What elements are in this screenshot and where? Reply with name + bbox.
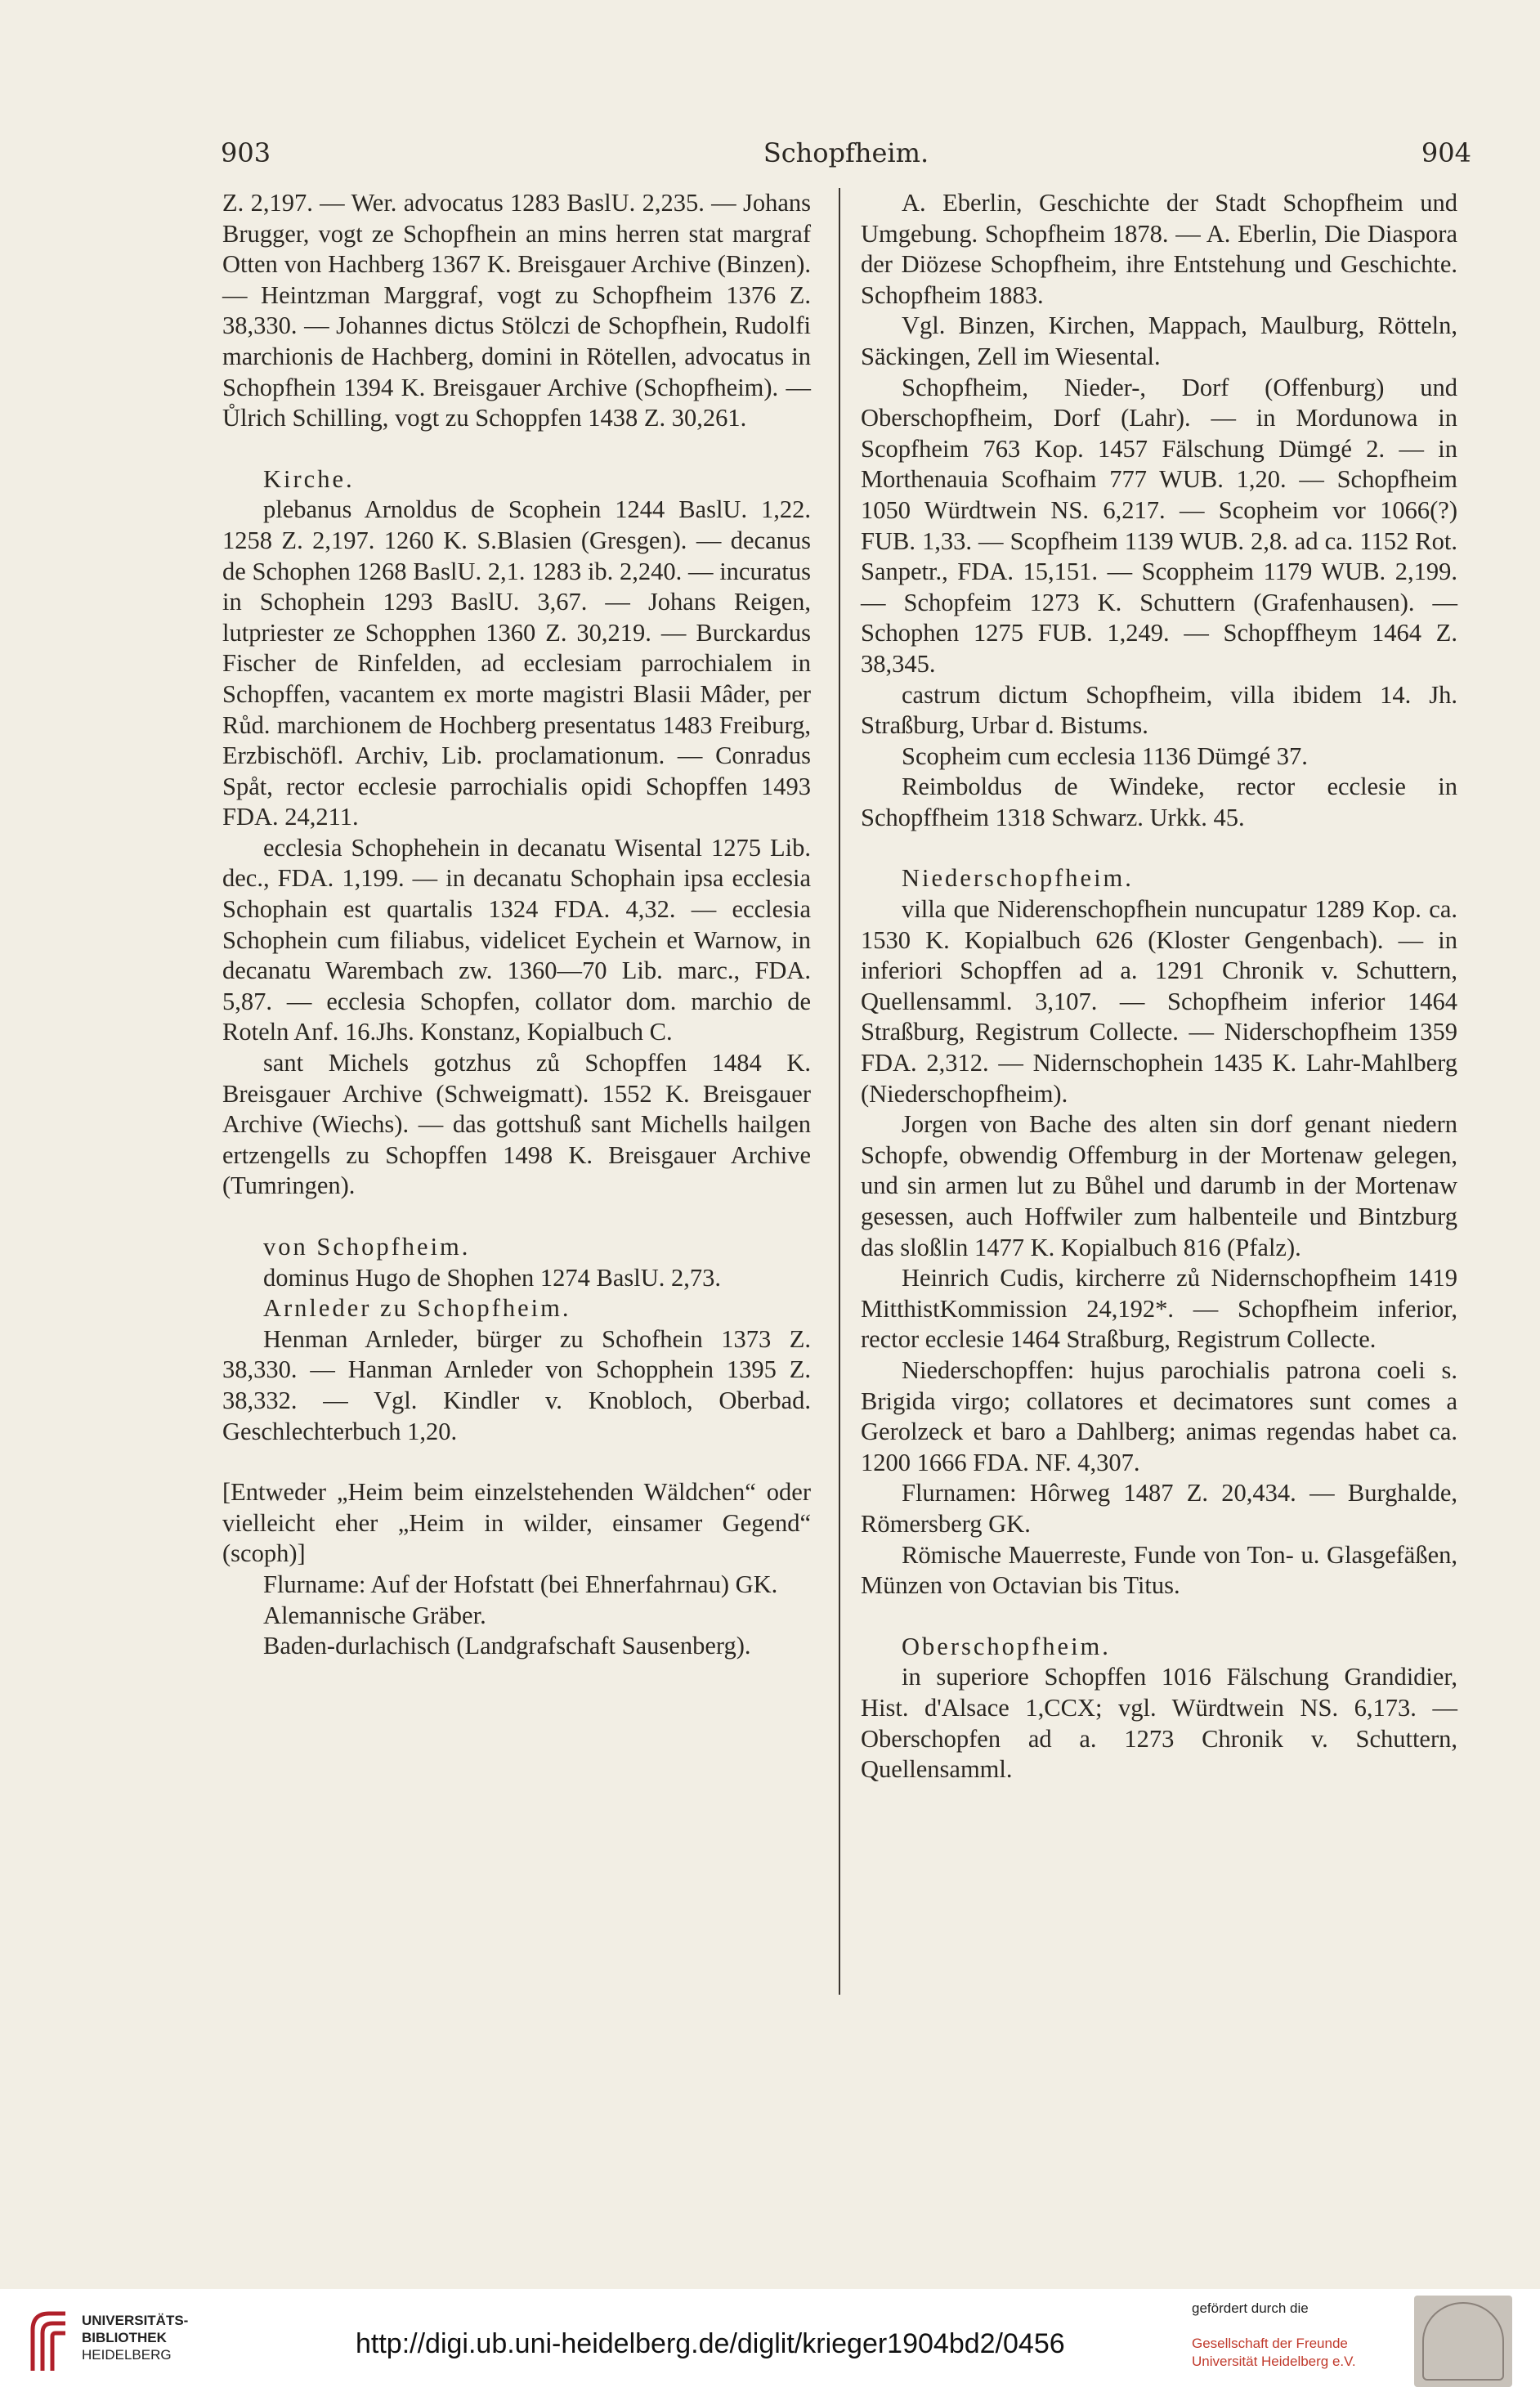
- library-name: [82, 2312, 188, 2363]
- library-name-line3: HEIDELBERG: [82, 2347, 172, 2363]
- right-text-column: [861, 188, 1457, 1785]
- paragraph-spacer: [222, 434, 811, 464]
- university-seal-icon: [1414, 2296, 1512, 2387]
- page-header: [221, 137, 1471, 178]
- library-name-line1: UNIVERSITÄTS-: [82, 2313, 189, 2328]
- paragraph-spacer: [861, 1601, 1457, 1632]
- paragraph: Alemannische Gräber.: [263, 1601, 486, 1629]
- sponsor-block: [1192, 2300, 1356, 2371]
- paragraph: dominus Hugo de Shophen 1274 BaslU. 2,73.: [263, 1263, 722, 1292]
- paragraph: Reimboldus de Windeke, rector ecclesie in Schopffheim 1318 Schwarz. Urkk. 45.: [861, 773, 1457, 831]
- paragraph: in superiore Schopffen 1016 Fälschung Grandidier, Hist. d'Alsace 1,CCX; vgl. Würdtwein NS. 6,173. — Oberschopfen ad a. 1273 Chronik v. Schuttern, Quellensamml.: [861, 1663, 1457, 1784]
- section-heading: Niederschopfheim.: [902, 864, 1134, 893]
- paragraph: Flurname: Auf der Hofstatt (bei Ehnerfahrnau) GK.: [263, 1570, 778, 1598]
- paragraph: [Entweder „Heim beim einzelstehenden Wäldchen“ oder vielleicht eher „Heim in wilder, einsamer Gegend“ (scoph)]: [222, 1478, 811, 1568]
- library-name-line2: BIBLIOTHEK: [82, 2330, 167, 2345]
- sponsor-name-line2: Universität Heidelberg e.V.: [1192, 2354, 1356, 2369]
- paragraph: Vgl. Binzen, Kirchen, Mappach, Maulburg, Rötteln, Säckingen, Zell im Wiesental.: [861, 311, 1457, 370]
- paragraph: Flurnamen: Hôrweg 1487 Z. 20,434. — Burghalde, Römersberg GK.: [861, 1479, 1457, 1538]
- paragraph: Baden-durlachisch (Landgrafschaft Sausenberg).: [263, 1632, 751, 1660]
- paragraph: A. Eberlin, Geschichte der Stadt Schopfheim und Umgebung. Schopfheim 1878. — A. Eberlin, Die Diaspora der Diözese Schopfheim, ihre Entstehung und Geschichte. Schopfheim 1883.: [861, 189, 1457, 309]
- paragraph: Henman Arnleder, bürger zu Schofhein 1373 Z. 38,330. — Hanman Arnleder von Schopphein 1395 Z. 38,332. — Vgl. Kindler v. Knobloch, Oberbad. Geschlechterbuch 1,20.: [222, 1324, 811, 1445]
- section-heading: von Schopfheim.: [263, 1233, 471, 1261]
- paragraph: ecclesia Schophehein in decanatu Wisental 1275 Lib. dec., FDA. 1,199. — in decanatu Schophain ipsa ecclesia Schophain est quartalis 1324 FDA. 4,32. — ecclesia Schophein cum filiabus, videlicet Eychein et Warnow, in decanatu Warembach zw. 1360—70 Lib. marc., FDA. 5,87. — ecclesia Schopfen, collator dom. marchio de Roteln Anf. 16.Jhs. Konstanz, Kopialbuch C.: [222, 833, 811, 1046]
- sponsor-name-line1: Gesellschaft der Freunde: [1192, 2336, 1348, 2351]
- right-page-number: 904: [1421, 137, 1471, 168]
- section-heading: Kirche.: [263, 464, 355, 493]
- paragraph: Heinrich Cudis, kircherre zů Nidernschopfheim 1419 MitthistKommission 24,192*. — Schopfheim inferior, rector ecclesie 1464 Straßburg, Registrum Collecte.: [861, 1264, 1457, 1354]
- paragraph: Niederschopffen: hujus parochialis patrona coeli s. Brigida virgo; collatores et decimatores sunt comes a Gerolzeck et baro a Dahlberg; animas regendas habet ca. 1200 1666 FDA. NF. 4,307.: [861, 1355, 1457, 1476]
- paragraph-spacer: [222, 1447, 811, 1477]
- left-page-number: 903: [221, 137, 271, 168]
- section-heading: Arnleder zu Schopfheim.: [263, 1294, 571, 1323]
- page-title: Schopfheim.: [763, 137, 929, 168]
- sponsor-name: [1192, 2335, 1356, 2371]
- paragraph: Jorgen von Bache des alten sin dorf genant niedern Schopfe, obwendig Offemburg in der Mortenaw gelegen, und sin armen lut zu Bůhel und darumb in der Mortenaw gesessen, auch Hoffwiler zum halbenteile und Bintzburg das sloßlin 1477 K. Kopialbuch 816 (Pfalz).: [861, 1110, 1457, 1261]
- paragraph-spacer: [222, 1202, 811, 1232]
- paragraph: plebanus Arnoldus de Scophein 1244 BaslU. 1,22. 1258 Z. 2,197. 1260 K. S.Blasien (Gresgen). — decanus de Schophen 1268 BaslU. 2,1. 1283 ib. 2,240. — incuratus in Schophein 1293 BaslU. 3,67. — Johans Reigen, lutpriester ze Schopphen 1360 Z. 30,219. — Burckardus Fischer de Rinfelden, ad ecclesiam parrochialem in Schopffen, vacantem ex morte magistri Blasii Mâder, per Růd. marchionem de Hochberg presentatus 1483 Freiburg, Erzbischöfl. Archiv, Lib. proclamationum. — Conradus Spåt, rector ecclesie parrochialis opidi Schopffen 1493 FDA. 24,211.: [222, 495, 811, 831]
- paragraph: Z. 2,197. — Wer. advocatus 1283 BaslU. 2,235. — Johans Brugger, vogt ze Schopfhein an mins herren stat margraf Otten von Hachberg 1367 K. Breisgauer Archive (Binzen). — Heintzman Marggraf, vogt zu Schopfheim 1376 Z. 38,330. — Johannes dictus Stölczi de Schopfhein, Rudolfi marchionis de Hachberg, domini in Rötellen, advocatus in Schopfhein 1394 K. Breisgauer Archive (Schopfheim). — Ůlrich Schilling, vogt zu Schoppfen 1438 Z. 30,261.: [222, 189, 811, 432]
- paragraph: Römische Mauerreste, Funde von Ton- u. Glasgefäßen, Münzen von Octavian bis Titus.: [861, 1540, 1457, 1600]
- left-text-column: [222, 188, 811, 1662]
- paragraph-spacer: [861, 833, 1457, 863]
- section-heading: Oberschopfheim.: [902, 1632, 1111, 1660]
- viewer-footer: [0, 2289, 1540, 2392]
- paragraph: castrum dictum Schopfheim, villa ibidem 14. Jh. Straßburg, Urbar d. Bistums.: [861, 680, 1457, 740]
- paragraph: sant Michels gotzhus zů Schopffen 1484 K. Breisgauer Archive (Schweigmatt). 1552 K. Breisgauer Archive (Wiechs). — das gottshuß sant Michells hailgen ertzengells zu Schopffen 1498 K. Breisgauer Archive (Tumringen).: [222, 1049, 811, 1200]
- column-divider: [839, 188, 840, 1995]
- library-logo-icon: [25, 2305, 74, 2376]
- document-url-link[interactable]: http://digi.ub.uni-heidelberg.de/diglit/krieger1904bd2/0456: [356, 2328, 1065, 2359]
- sponsor-label: gefördert durch die: [1192, 2300, 1309, 2316]
- paragraph: Scopheim cum ecclesia 1136 Dümgé 37.: [902, 741, 1308, 770]
- paragraph: Schopfheim, Nieder-, Dorf (Offenburg) und Oberschopfheim, Dorf (Lahr). — in Mordunowa in Scopfheim 763 Kop. 1457 Fälschung Dümgé 2. — in Morthenauia Scofhaim 777 WUB. 1,20. — Schopfheim 1050 Würdtwein NS. 6,217. — Scopheim vor 1066(?) FUB. 1,33. — Scopfheim 1139 WUB. 2,8. ad ca. 1152 Rot. Sanpetr., FDA. 15,151. — Scoppheim 1179 WUB. 2,199. — Schopfeim 1273 K. Schuttern (Grafenhausen). — Schophen 1275 FUB. 1,249. — Schopffheym 1464 Z. 38,345.: [861, 373, 1457, 678]
- paragraph: villa que Niderenschopfhein nuncupatur 1289 Kop. ca. 1530 K. Kopialbuch 626 (Kloster Gengenbach). — in inferiori Schopffen ad a. 1291 Chronik v. Schuttern, Quellensamml. 3,107. — Schopfheim inferior 1464 Straßburg, Registrum Collecte. — Niderschopfheim 1359 FDA. 2,312. — Nidernschophein 1435 K. Lahr-Mahlberg (Niederschopfheim).: [861, 895, 1457, 1108]
